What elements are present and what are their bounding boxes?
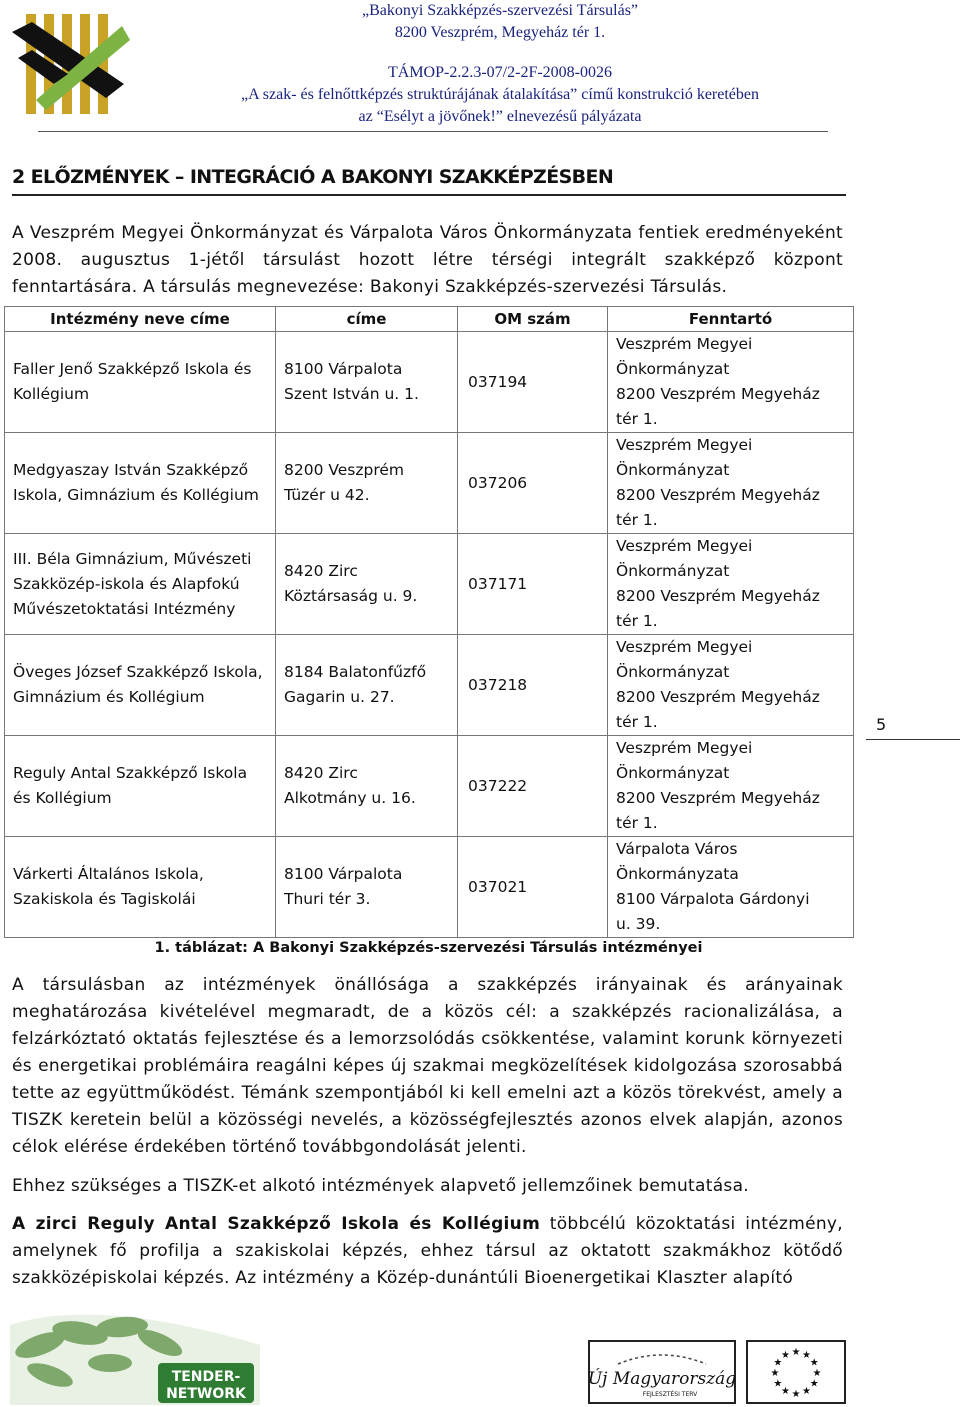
- page-number: 5: [876, 715, 887, 734]
- maintainer: Veszprém Megyei Önkormányzat 8200 Veszprém Megyeház tér 1.: [608, 332, 854, 433]
- maintainer: Veszprém Megyei Önkormányzat 8200 Veszprém Megyeház tér 1.: [608, 635, 854, 736]
- maintainer: Várpalota Város Önkormányzata 8100 Várpalota Gárdonyi u. 39.: [608, 837, 854, 938]
- institution-address: 8200 Veszprém Tüzér u 42.: [276, 433, 458, 534]
- om-number: 037218: [458, 635, 608, 736]
- paragraph-text: többcélú közoktatási intézmény, amelynek fő profilja a szakiskolai képzés, ehhez társul az oktatott szakmákhoz kötődő szakközépiskolai képzés. Az intézmény a Közép-dunántúli Bioenergetikai Klaszter alapító: [12, 1214, 843, 1288]
- body-paragraph-2: Ehhez szükséges a TISZK-et alkotó intézmények alapvető jellemzőinek bemutatása.: [12, 1176, 749, 1196]
- header-line-3: TÁMOP-2.2.3-07/2-2F-2008-0026: [388, 64, 612, 81]
- table-row: [5, 534, 854, 635]
- om-number: 037021: [458, 837, 608, 938]
- eu-star: ★: [809, 1378, 819, 1390]
- table-row: [5, 332, 854, 433]
- eu-star: ★: [791, 1389, 801, 1400]
- om-number: 037222: [458, 736, 608, 837]
- institution-name: Faller Jenő Szakképző Iskola és Kollégium: [5, 332, 276, 433]
- col-header-maintainer: Fenntartó: [608, 307, 854, 332]
- document-header: [200, 0, 800, 128]
- body-paragraph-3: [12, 1211, 843, 1292]
- header-line-2: 8200 Veszprém, Megyeház tér 1.: [394, 24, 606, 41]
- maintainer: Veszprém Megyei Önkormányzat 8200 Veszprém Megyeház tér 1.: [608, 534, 854, 635]
- eu-star: ★: [802, 1386, 811, 1398]
- institution-name: Reguly Antal Szakképző Iskola és Kollégium: [5, 736, 276, 837]
- institution-name: Öveges József Szakképző Iskola, Gimnázium és Kollégium: [5, 635, 276, 736]
- tender-text-2: NETWORK: [166, 1386, 246, 1402]
- institution-address: 8420 Zirc Alkotmány u. 16.: [276, 736, 458, 837]
- eu-star: ★: [773, 1357, 783, 1369]
- maintainer: Veszprém Megyei Önkormányzat 8200 Veszprém Megyeház tér 1.: [608, 736, 854, 837]
- table-header-row: [5, 307, 854, 332]
- institution-address: 8100 Várpalota Szent István u. 1.: [276, 332, 458, 433]
- intro-paragraph: A Veszprém Megyei Önkormányzat és Várpalota Város Önkormányzata fentiek eredményeként 2008. augusztus 1-jétől társulást hozott létre térségi integrált szakképző központ fenntartására. A társulás megnevezése: Bakonyi Szakképzés-szervezési Társulás.: [12, 223, 843, 297]
- uj-magyarorszag-logo: [588, 1340, 736, 1404]
- table-row: [5, 635, 854, 736]
- col-header-name: Intézmény neve címe: [5, 307, 276, 332]
- body-paragraph-1: A társulásban az intézmények önállósága a szakképzés irányainak és arányainak meghatározása kivételével megmaradt, de a közös cél: a szakképzés racionalizálása, a felzárkóztató oktatás fejlesztése és a lemorzsolódás csökkentése, valamint korunk környezeti és energetikai problémáira reagálni képes új szakmai megközelítések kidolgozása szorosabbá tette az együttműködést. Témánk szempontjából ki kell emelni azt a közös törekvést, amely a TISZK keretein belül a közösségi nevelés, a közösségfejlesztés azonos elvek alapján, azonos célok elérése érdekében történő továbbgondolását jelenti.: [12, 975, 843, 1157]
- tiszk-logo: [12, 6, 130, 118]
- institution-address: 8100 Várpalota Thuri tér 3.: [276, 837, 458, 938]
- institution-name: Medgyaszay István Szakképző Iskola, Gimnázium és Kollégium: [5, 433, 276, 534]
- eu-star: ★: [802, 1349, 811, 1361]
- maintainer: Veszprém Megyei Önkormányzat 8200 Veszprém Megyeház tér 1.: [608, 433, 854, 534]
- table-row: [5, 736, 854, 837]
- om-number: 037194: [458, 332, 608, 433]
- eu-star: ★: [781, 1386, 790, 1398]
- page-number-rule: [866, 739, 960, 740]
- eu-flag-icon: [746, 1340, 846, 1404]
- institution-name: Várkerti Általános Iskola, Szakiskola és Tagiskolái: [5, 837, 276, 938]
- eu-star: ★: [812, 1368, 822, 1379]
- section-heading: 2 ELŐZMÉNYEK – INTEGRÁCIÓ A BAKONYI SZAKKÉPZÉSBEN: [12, 166, 846, 196]
- table-row: [5, 433, 854, 534]
- eu-star: ★: [781, 1349, 790, 1361]
- institution-name: III. Béla Gimnázium, Művészeti Szakközép-iskola és Alapfokú Művészetoktatási Intézmény: [5, 534, 276, 635]
- tender-text-1: TENDER-: [171, 1369, 241, 1385]
- institution-address: 8184 Balatonfűzfő Gagarin u. 27.: [276, 635, 458, 736]
- header-divider: [38, 131, 828, 132]
- header-line-4: „A szak- és felnőttképzés struktúrájának átalakítása” című konstrukció keretében: [240, 86, 759, 103]
- institution-name-bold: A zirci Reguly Antal Szakképző Iskola és Kollégium: [12, 1214, 541, 1234]
- institution-address: 8420 Zirc Köztársaság u. 9.: [276, 534, 458, 635]
- om-number: 037171: [458, 534, 608, 635]
- col-header-address: címe: [276, 307, 458, 332]
- eu-star: ★: [773, 1378, 783, 1390]
- table-caption: 1. táblázat: A Bakonyi Szakképzés-szervezési Társulás intézményei: [154, 940, 703, 956]
- eu-star: ★: [809, 1357, 819, 1369]
- table-row: [5, 837, 854, 938]
- om-number: 037206: [458, 433, 608, 534]
- header-line-1: „Bakonyi Szakképzés-szervezési Társulás”: [361, 2, 639, 19]
- institutions-table: [4, 306, 854, 938]
- uj-magyarorszag-text: Új Magyarország: [588, 1369, 736, 1389]
- tender-network-logo: [10, 1305, 260, 1405]
- eu-star: ★: [770, 1368, 780, 1379]
- col-header-om: OM szám: [458, 307, 608, 332]
- eu-star: ★: [791, 1347, 801, 1358]
- header-line-5: az “Esélyt a jövőnek!” elnevezésű pályázata: [358, 108, 642, 125]
- fejlesztesi-terv-text: FEJLESZTÉSI TERV: [642, 1391, 698, 1398]
